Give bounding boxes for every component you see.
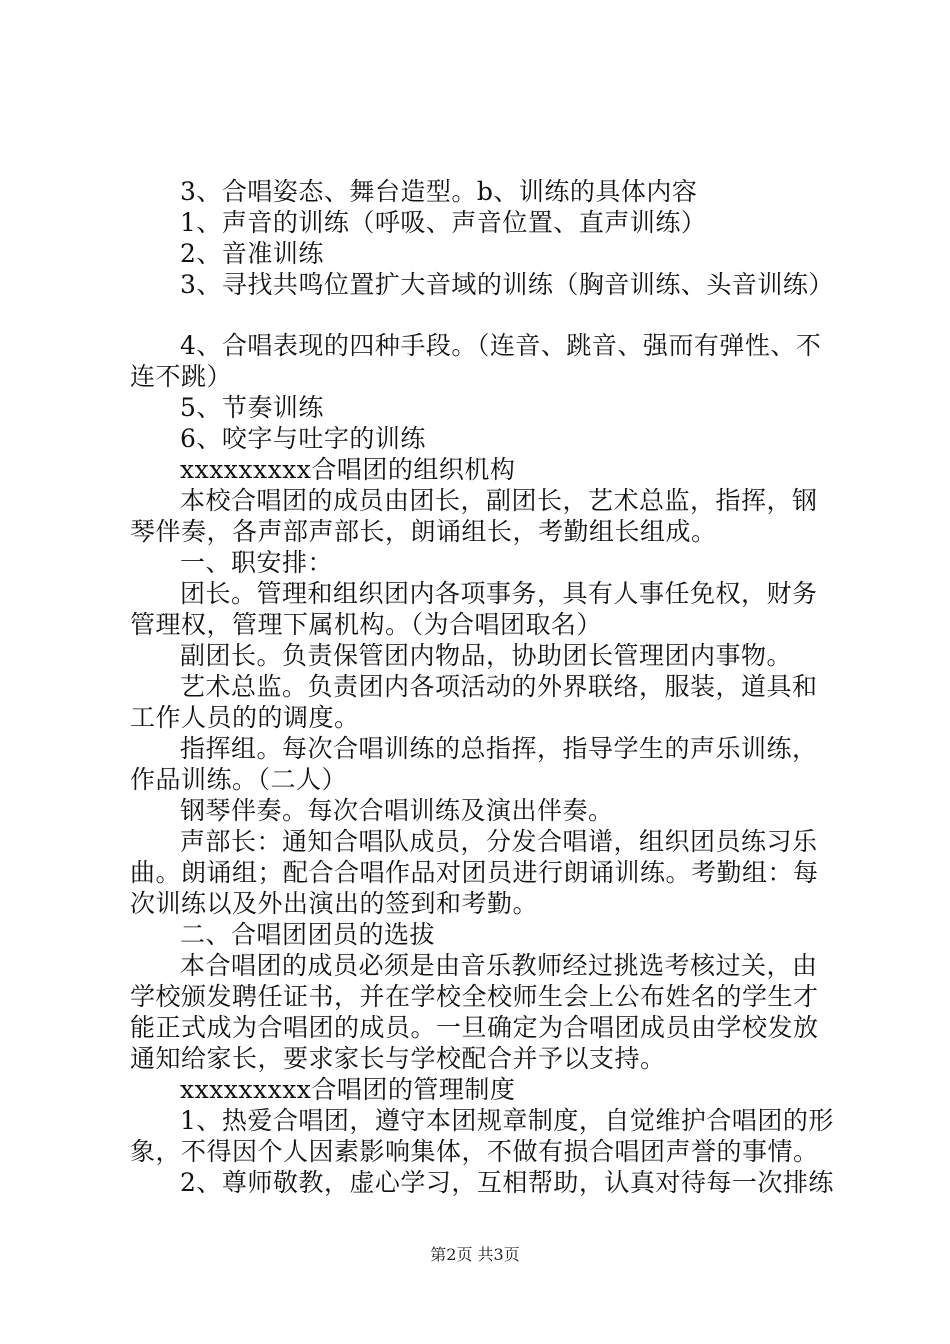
paragraph-line: 次训练以及外出演出的签到和考勤。 bbox=[130, 889, 539, 918]
paragraph-line: 团长。管理和组织团内各项事务，具有人事任免权，财务 bbox=[180, 579, 818, 608]
paragraph-line: 3、合唱姿态、舞台造型。b、训练的具体内容 bbox=[180, 177, 698, 206]
document-body bbox=[130, 176, 834, 1198]
paragraph-line: 本校合唱团的成员由团长，副团长，艺术总监，指挥，钢 bbox=[180, 486, 818, 515]
paragraph-line: 学校颁发聘任证书，并在学校全校师生会上公布姓名的学生才 bbox=[130, 982, 819, 1011]
paragraph-line: 副团长。负责保管团内物品，协助团长管理团内事物。 bbox=[180, 641, 793, 670]
paragraph-line: 6、咬字与吐字的训练 bbox=[180, 424, 426, 453]
paragraph-line: 1、声音的训练（呼吸、声音位置、直声训练） bbox=[180, 208, 707, 237]
paragraph-line: 本合唱团的成员必须是由音乐教师经过挑选考核过关，由 bbox=[180, 951, 818, 980]
paragraph-line: 能正式成为合唱团的成员。一旦确定为合唱团成员由学校发放 bbox=[130, 1013, 819, 1042]
page-number-label: 第2页 共3页 bbox=[430, 1245, 520, 1264]
paragraph-line: 作品训练。（二人） bbox=[130, 765, 348, 794]
paragraph-line: 通知给家长，要求家长与学校配合并予以支持。 bbox=[130, 1044, 666, 1073]
paragraph-line: 连不跳） bbox=[130, 362, 233, 391]
paragraph-line: 1、热爱合唱团，遵守本团规章制度，自觉维护合唱团的形 bbox=[180, 1106, 834, 1135]
paragraph-line: 管理权，管理下属机构。（为合唱团取名） bbox=[130, 610, 603, 639]
paragraph-line: 艺术总监。负责团内各项活动的外界联络，服装，道具和 bbox=[180, 672, 818, 701]
paragraph-line: 象，不得因个人因素影响集体，不做有损合唱团声誉的事情。 bbox=[130, 1137, 819, 1166]
paragraph-line: 曲。朗诵组；配合合唱作品对团员进行朗诵训练。考勤组：每 bbox=[130, 858, 819, 887]
paragraph-line: 琴伴奏，各声部声部长，朗诵组长，考勤组长组成。 bbox=[130, 517, 717, 546]
section-heading: 一、职安排： bbox=[180, 548, 334, 577]
paragraph-line: 声部长：通知合唱队成员，分发合唱谱，组织团员练习乐 bbox=[180, 827, 818, 856]
paragraph-line: 指挥组。每次合唱训练的总指挥，指导学生的声乐训练， bbox=[180, 734, 818, 763]
paragraph-line: 2、尊师敬教，虚心学习，互相帮助，认真对待每一次排练 bbox=[180, 1168, 834, 1197]
section-heading: 二、合唱团团员的选拔 bbox=[180, 920, 436, 949]
paragraph-line: 3、寻找共鸣位置扩大音域的训练（胸音训练、头音训练） bbox=[180, 270, 834, 299]
paragraph-line: 工作人员的的调度。 bbox=[130, 703, 360, 732]
paragraph-line: 5、节奏训练 bbox=[180, 393, 324, 422]
page-footer bbox=[0, 1242, 950, 1265]
section-heading: xxxxxxxxx合唱团的组织机构 bbox=[180, 455, 516, 484]
paragraph-line: 钢琴伴奏。每次合唱训练及演出伴奏。 bbox=[180, 796, 614, 825]
paragraph-line: 4、合唱表现的四种手段。（连音、跳音、强而有弹性、不 bbox=[180, 331, 822, 360]
paragraph-line: 2、音准训练 bbox=[180, 239, 324, 268]
section-heading: xxxxxxxxx合唱团的管理制度 bbox=[180, 1075, 516, 1104]
